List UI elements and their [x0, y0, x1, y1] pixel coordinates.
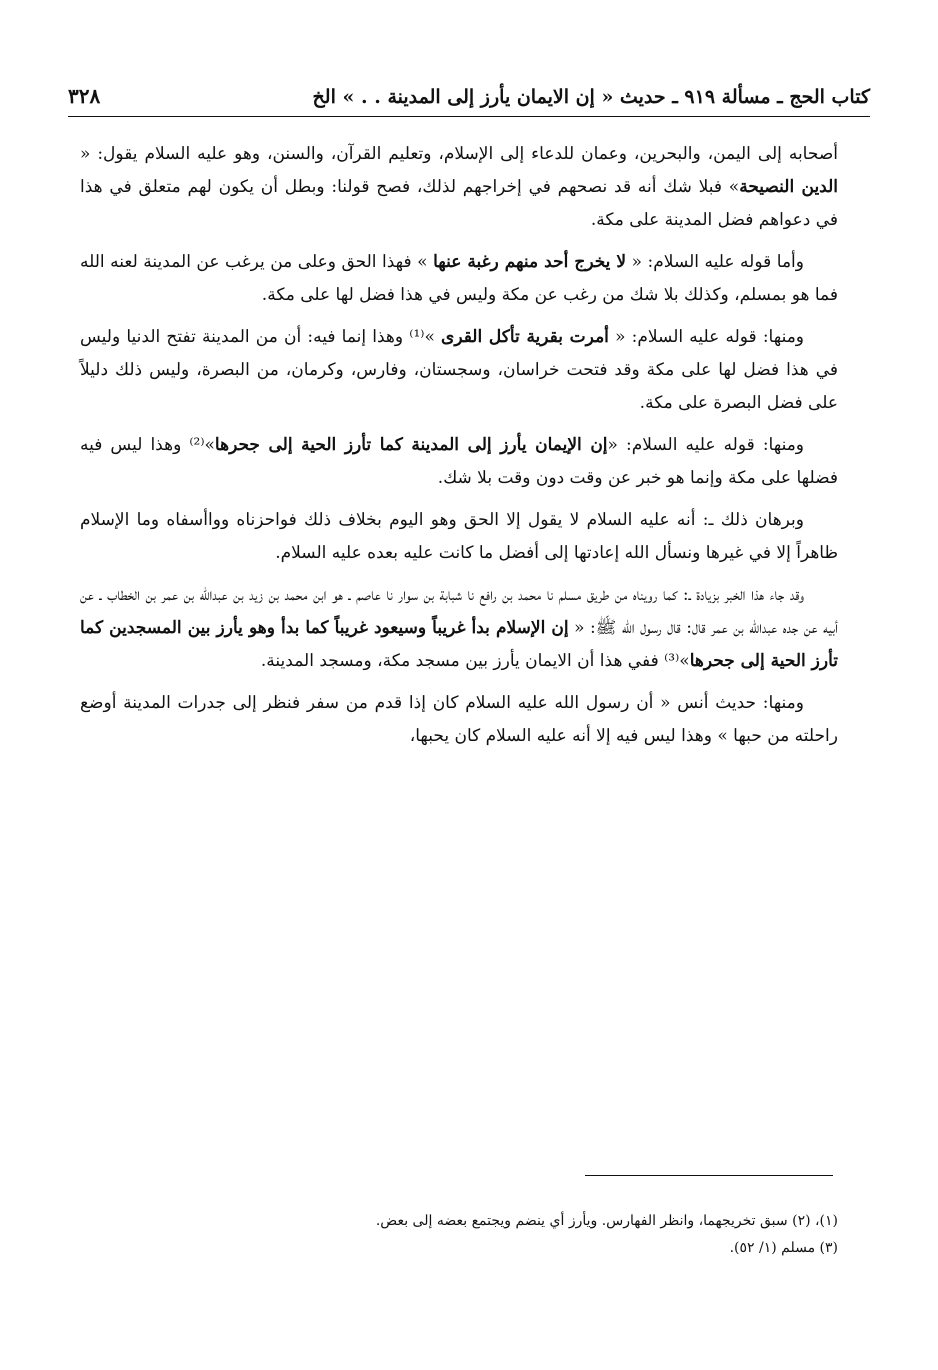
footnote: (١)، (٢) سبق تخريجهما، وانظر الفهارس. ويأرز أي ينضم ويجتمع بعضه إلى بعض.	[375, 1213, 838, 1229]
paragraph	[80, 321, 838, 420]
text-run: وقد جاء هذا الخبر بزيادة ـ: كما رويناه من طريق مسلم نا محمد بن رافع نا شبابة بن سوار نا عاصم ـ هو ابن محمد بن زيد بن عبدالله بن عمر بن الخطاب ـ عن أبيه عن جده عبدالله بن عمر قال: قال رسول الله ﷺ: «	[80, 585, 838, 638]
paragraph	[80, 246, 838, 312]
footnote-divider	[585, 1175, 833, 1176]
paragraph	[80, 579, 838, 678]
text-run: » فبلا شك أنه قد نصحهم في إخراجهم لذلك، فصح قولنا: وبطل أن يكون لهم متعلق في هذا في دعواهم فضل المدينة على مكة.	[80, 177, 838, 230]
text-run: »⁽²⁾ وهذا ليس فيه فضلها على مكة وإنما هو خبر عن وقت دون وقت بلا شك.	[80, 435, 838, 488]
main-text	[80, 138, 838, 762]
paragraph	[80, 429, 838, 495]
page-header	[68, 68, 870, 108]
footnote: (٣) مسلم (١/ ٥٢).	[729, 1240, 838, 1256]
text-run: أصحابه إلى اليمن، والبحرين، وعمان للدعاء إلى الإسلام، وتعليم القرآن، والسنن، وهو عليه السلام يقول: «	[80, 144, 838, 164]
quoted-hadith: أمرت بقرية تأكل القرى	[441, 327, 609, 347]
text-run: وبرهان ذلك ـ: أنه عليه السلام لا يقول إلا الحق وهو اليوم بخلاف ذلك فواحزناه وواأسفاه وما الإسلام ظاهراً إلا في غيرها ونسأل الله إعادتها إلى أفضل ما كانت عليه بعده عليه السلام.	[80, 510, 838, 563]
quoted-hadith: لا يخرج أحد منهم رغبة عنها	[433, 252, 627, 272]
text-run: »⁽³⁾ ففي هذا أن الايمان يأرز بين مسجد مكة، ومسجد المدينة.	[260, 651, 690, 671]
running-title: كتاب الحج ـ مسألة ٩١٩ ـ حديث « إن الايمان يأرز إلى المدينة . . » الخ	[312, 86, 870, 108]
quoted-hadith: الدين النصيحة	[739, 177, 838, 197]
footnotes	[100, 1208, 838, 1262]
paragraph	[80, 504, 838, 570]
quoted-hadith: إن الإسلام بدأ غريباً وسيعود غريباً كما بدأ وهو يأرز بين المسجدين كما تأرز الحية إلى جحرها	[80, 618, 838, 671]
text-run: ومنها: قوله عليه السلام: «	[608, 327, 805, 347]
text-run: وأما قوله عليه السلام: «	[626, 252, 804, 272]
paragraph	[80, 138, 838, 237]
paragraph	[80, 687, 838, 753]
text-run: ومنها: حديث أنس « أن رسول الله عليه السلام كان إذا قدم من سفر فنظر إلى جدرات المدينة أوضع راحلته من حبها » وهذا ليس فيه إلا أنه عليه السلام كان يحبها،	[80, 693, 838, 746]
quoted-hadith: إن الإيمان يأرز إلى المدينة كما تأرز الحية إلى جحرها	[214, 435, 608, 455]
header-divider	[68, 116, 870, 117]
text-run: » فهذا الحق وعلى من يرغب عن المدينة لعنه الله فما هو بمسلم، وكذلك بلا شك من رغب عن مكة وليس في هذا فضل لها على مكة.	[80, 252, 838, 305]
text-run: ومنها: قوله عليه السلام: «	[607, 435, 805, 455]
text-run: »⁽¹⁾ وهذا إنما فيه: أن من المدينة تفتح الدنيا وليس في هذا فضل لها على مكة وقد فتحت خراسان، وسجستان، وفارس، وكرمان، من البصرة، وليس ذلك دليلاً على فضل البصرة على مكة.	[80, 327, 838, 413]
page-number: ٣٢٨	[68, 84, 101, 108]
